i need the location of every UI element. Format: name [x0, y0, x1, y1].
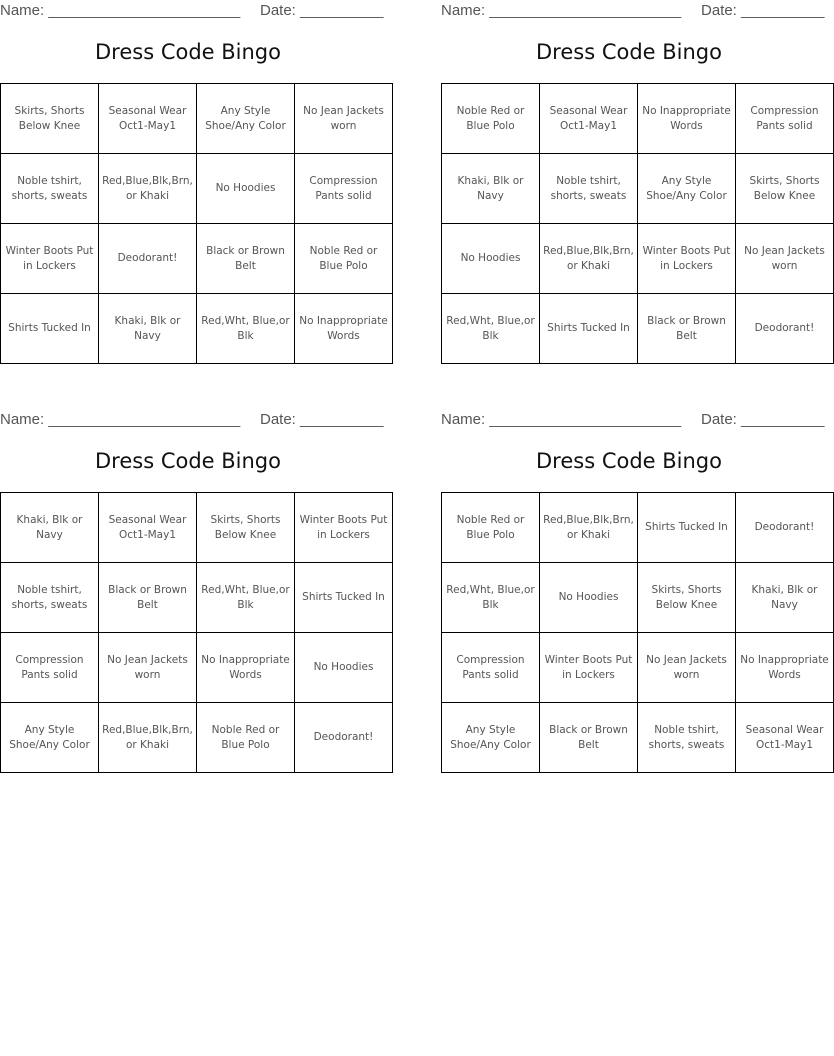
bingo-cell: Seasonal Wear Oct1-May1 — [540, 84, 638, 154]
bingo-row — [1, 703, 393, 773]
bingo-cell: Winter Boots Put in Lockers — [1, 224, 99, 294]
bingo-cell: No Inappropriate Words — [736, 633, 834, 703]
bingo-cell: Skirts, Shorts Below Knee — [1, 84, 99, 154]
bingo-cell: Noble Red or Blue Polo — [295, 224, 393, 294]
bingo-card — [441, 0, 825, 380]
bingo-cell: Black or Brown Belt — [540, 703, 638, 773]
card-title: Dress Code Bingo — [95, 449, 281, 473]
card-header — [0, 409, 384, 429]
bingo-cell: Noble Red or Blue Polo — [442, 84, 540, 154]
date-field: Date: __________ — [260, 411, 384, 428]
bingo-cell: Red,Wht, Blue,or Blk — [197, 294, 295, 364]
bingo-cell: Khaki, Blk or Navy — [1, 493, 99, 563]
bingo-cell: Skirts, Shorts Below Knee — [736, 154, 834, 224]
bingo-cell: Seasonal Wear Oct1-May1 — [99, 493, 197, 563]
bingo-cell: Any Style Shoe/Any Color — [1, 703, 99, 773]
card-header — [0, 0, 384, 20]
bingo-cell: Red,Blue,Blk,Brn, or Khaki — [99, 154, 197, 224]
bingo-cell: Noble tshirt, shorts, sweats — [1, 154, 99, 224]
bingo-grid — [441, 83, 834, 364]
bingo-cell: No Hoodies — [442, 224, 540, 294]
bingo-cell: Winter Boots Put in Lockers — [295, 493, 393, 563]
bingo-cell: No Hoodies — [197, 154, 295, 224]
bingo-cell: Compression Pants solid — [1, 633, 99, 703]
bingo-card — [0, 409, 388, 789]
bingo-cell: Skirts, Shorts Below Knee — [638, 563, 736, 633]
bingo-cell: Seasonal Wear Oct1-May1 — [99, 84, 197, 154]
bingo-row — [442, 154, 834, 224]
bingo-cell: Red,Blue,Blk,Brn, or Khaki — [99, 703, 197, 773]
bingo-cell: Any Style Shoe/Any Color — [638, 154, 736, 224]
bingo-cell: No Inappropriate Words — [197, 633, 295, 703]
bingo-cell: Shirts Tucked In — [1, 294, 99, 364]
bingo-cell: No Inappropriate Words — [295, 294, 393, 364]
card-title: Dress Code Bingo — [536, 40, 722, 64]
bingo-cell: Red,Blue,Blk,Brn, or Khaki — [540, 493, 638, 563]
bingo-cell: Compression Pants solid — [736, 84, 834, 154]
bingo-grid — [441, 492, 834, 773]
bingo-cell: Black or Brown Belt — [197, 224, 295, 294]
bingo-row — [442, 493, 834, 563]
bingo-cell: Deodorant! — [295, 703, 393, 773]
bingo-cell: Seasonal Wear Oct1-May1 — [736, 703, 834, 773]
bingo-cell: Noble tshirt, shorts, sweats — [1, 563, 99, 633]
date-field: Date: __________ — [701, 2, 825, 19]
bingo-cell: Any Style Shoe/Any Color — [197, 84, 295, 154]
bingo-cell: Skirts, Shorts Below Knee — [197, 493, 295, 563]
bingo-row — [442, 84, 834, 154]
bingo-cell: Deodorant! — [736, 294, 834, 364]
bingo-grid — [0, 83, 393, 364]
bingo-cell: Any Style Shoe/Any Color — [442, 703, 540, 773]
bingo-row — [1, 563, 393, 633]
bingo-cell: Shirts Tucked In — [540, 294, 638, 364]
bingo-cell: Noble Red or Blue Polo — [197, 703, 295, 773]
name-field: Name: _______________________ — [441, 2, 682, 19]
bingo-cell: Red,Wht, Blue,or Blk — [197, 563, 295, 633]
bingo-row — [1, 294, 393, 364]
bingo-cell: No Jean Jackets worn — [638, 633, 736, 703]
bingo-row — [1, 154, 393, 224]
bingo-cell: No Hoodies — [295, 633, 393, 703]
bingo-cell: Shirts Tucked In — [638, 493, 736, 563]
bingo-cell: Black or Brown Belt — [638, 294, 736, 364]
bingo-cell: Winter Boots Put in Lockers — [540, 633, 638, 703]
bingo-row — [442, 294, 834, 364]
bingo-cell: No Jean Jackets worn — [736, 224, 834, 294]
bingo-cell: No Jean Jackets worn — [295, 84, 393, 154]
name-field: Name: _______________________ — [441, 411, 682, 428]
bingo-row — [442, 224, 834, 294]
date-field: Date: __________ — [260, 2, 384, 19]
bingo-row — [1, 84, 393, 154]
bingo-cell: Compression Pants solid — [295, 154, 393, 224]
bingo-row — [1, 224, 393, 294]
bingo-cell: Noble tshirt, shorts, sweats — [540, 154, 638, 224]
name-field: Name: _______________________ — [0, 2, 241, 19]
bingo-cell: Khaki, Blk or Navy — [99, 294, 197, 364]
bingo-row — [442, 633, 834, 703]
bingo-cell: Red,Wht, Blue,or Blk — [442, 563, 540, 633]
card-title: Dress Code Bingo — [95, 40, 281, 64]
bingo-cell: Red,Blue,Blk,Brn, or Khaki — [540, 224, 638, 294]
bingo-cell: No Hoodies — [540, 563, 638, 633]
bingo-cell: Black or Brown Belt — [99, 563, 197, 633]
bingo-cell: Deodorant! — [736, 493, 834, 563]
bingo-row — [442, 703, 834, 773]
bingo-cell: Shirts Tucked In — [295, 563, 393, 633]
card-title: Dress Code Bingo — [536, 449, 722, 473]
card-header — [441, 409, 825, 429]
bingo-cell: No Jean Jackets worn — [99, 633, 197, 703]
bingo-row — [442, 563, 834, 633]
bingo-cell: Noble Red or Blue Polo — [442, 493, 540, 563]
bingo-cell: Winter Boots Put in Lockers — [638, 224, 736, 294]
bingo-card — [441, 409, 829, 789]
card-header — [441, 0, 825, 20]
name-field: Name: _______________________ — [0, 411, 241, 428]
bingo-card — [0, 0, 388, 380]
bingo-row — [1, 493, 393, 563]
bingo-cell: Khaki, Blk or Navy — [736, 563, 834, 633]
bingo-row — [1, 633, 393, 703]
bingo-cell: Compression Pants solid — [442, 633, 540, 703]
bingo-cell: Deodorant! — [99, 224, 197, 294]
bingo-cell: Noble tshirt, shorts, sweats — [638, 703, 736, 773]
bingo-cell: Red,Wht, Blue,or Blk — [442, 294, 540, 364]
bingo-cell: Khaki, Blk or Navy — [442, 154, 540, 224]
date-field: Date: __________ — [701, 411, 825, 428]
bingo-cell: No Inappropriate Words — [638, 84, 736, 154]
bingo-grid — [0, 492, 393, 773]
